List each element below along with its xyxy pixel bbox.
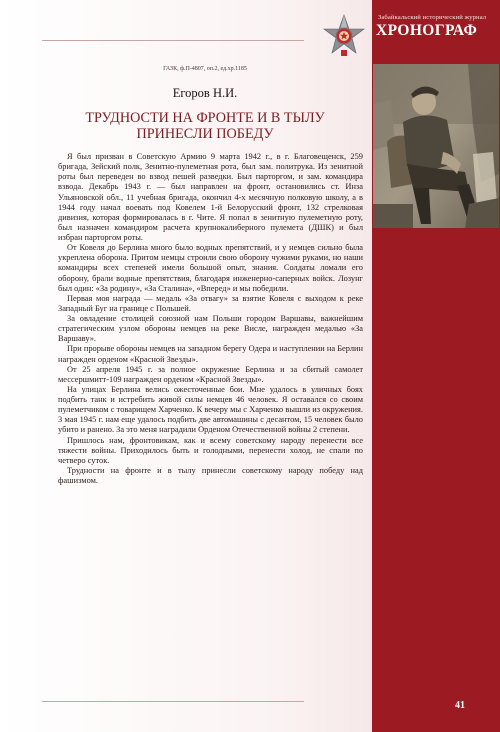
paragraph: От Ковеля до Берлина много было водных препятствий, и у немцев сильно была укреплена оборона. Притом немцы строили свою оборону чужими руками, но наши командиры всех степеней имели большой опыт, знания. Солдаты ломали его оборону, брали водные препятствия, благодаря инженерно-саперных войск. Лозунг был один: «За родину», «За Сталина», «Вперед» и мы победили. (58, 243, 363, 293)
article-title (40, 111, 370, 142)
paragraph: Пришлось нам, фронтовикам, как и всему советскому народу перенести все тяжести войны. Приходилось быть и голодными, перенести холод, не спали по четверо суток. (58, 435, 363, 465)
paragraph: Я был призван в Советскую Армию 9 марта 1942 г., в г. Благовещенск, 259 бригада, Зейский полк, Зенитно-пулеметная рота, был зам. политрука. Из зенитной роты был переведен во взвод пешей разведки. Был парторгом, и зам. командира взвода. Декабрь 1943 г. — был направлен на фронт, остановились ст. Инза Ульяновской обл., 11 учебная бригада, окончил 4-х месячную полковую школу, а в 1944 году начал воевать под Ковелем 1-й Белорусский фронт, 132 стрелковая дивизия, которая формировалась в г. Чите. Я попал в зенитную пулеметную роту, был назначен командиром расчета крупнокалиберного пулемета (ДШК) и был избран парторгом роты. (58, 152, 363, 242)
article-title-line-1: ТРУДНОСТИ НА ФРОНТЕ И В ТЫЛУ (85, 110, 325, 126)
article-author: Егоров Н.И. (172, 86, 238, 100)
magazine-name: ХРОНОГРАФ (376, 22, 478, 39)
soldier-portrait-photo (373, 64, 499, 228)
article-title-line-2: ПРИНЕСЛИ ПОБЕДУ (136, 125, 274, 142)
page-number: 41 (455, 700, 465, 711)
bottom-divider (42, 701, 304, 702)
paragraph: Первая моя награда — медаль «За отвагу» за взятие Ковеля с выходом к реке Западный Буг на границе с Польшей. (58, 293, 363, 313)
top-divider (42, 40, 304, 41)
paragraph: За овладение столицей союзной нам Польши городом Варшавы, важнейшим стратегическим узлом обороны немцев на реке Висле, награжден медалью «За Варшаву». (58, 314, 363, 344)
archive-reference: ГАЗК, ф.П-4807, оп.2, ед.хр.1185 (163, 66, 247, 72)
order-star-medal-icon (322, 14, 366, 58)
magazine-subtitle: Забайкальский исторический журнал (378, 14, 487, 21)
paragraph: На улицах Берлина велись ожесточенные бои. Мне удалось в уличных боях подбить танк и истребить живой силы немцев 46 человек. Я оставался со своим пулеметчиком с товарищем Харченко. К вечеру мы с Харченко вышли из окружения. 3 мая 1945 г. нам еще удалось подбить две автомашины с десантом, 15 человек было убито и ранено. За это меня наградили Орденом Отечественной войны 2 степени. (58, 384, 363, 435)
paragraph: Трудности на фронте и в тылу принесли советскому народу победу над фашизмом. (58, 465, 363, 485)
paragraph: При прорыве обороны немцев на западном берегу Одера и наступлении на Берлин награжден орденом «Красной Звезды». (58, 344, 363, 364)
paragraph: От 25 апреля 1945 г. за полное окружение Берлина и за сбитый самолет мессершмитт-109 награжден орденом «Красной Звезды». (58, 364, 363, 384)
article-body (58, 152, 363, 486)
